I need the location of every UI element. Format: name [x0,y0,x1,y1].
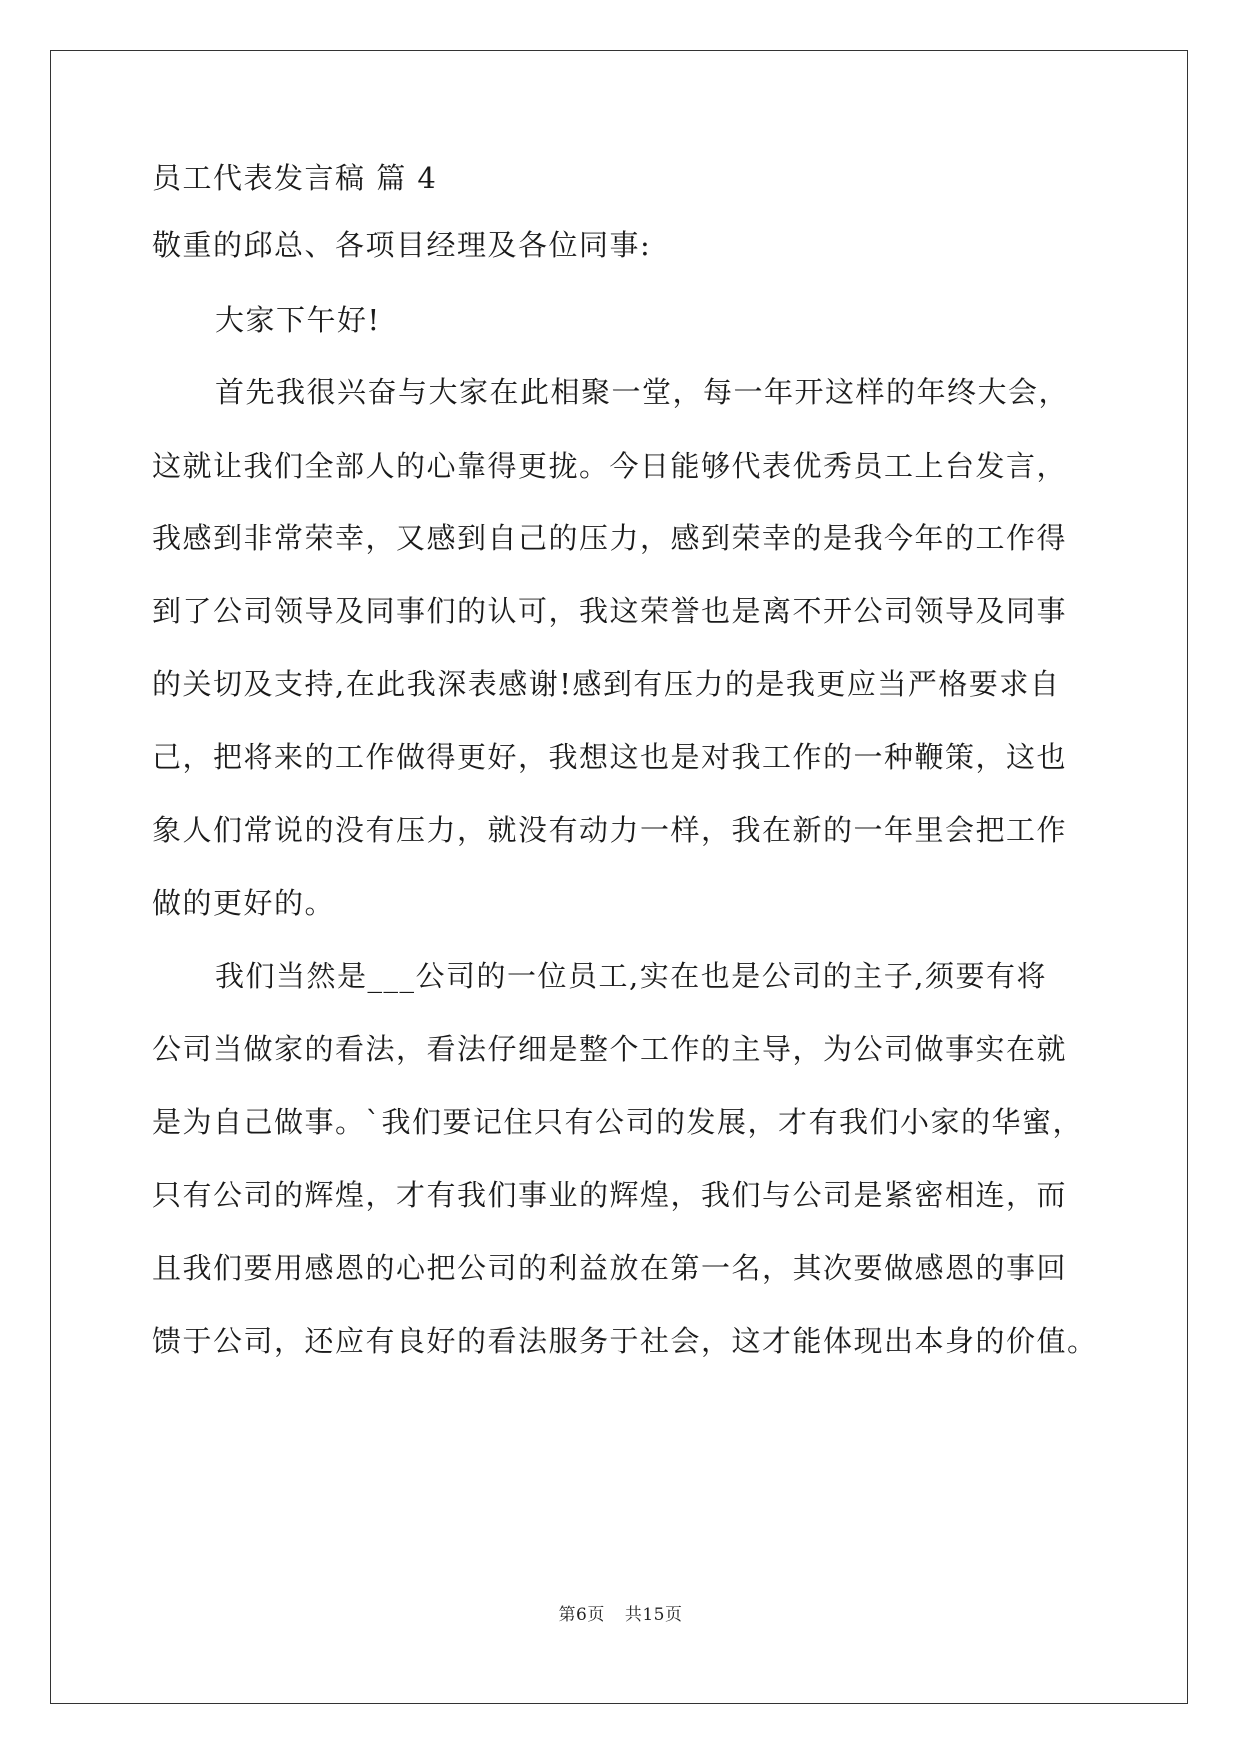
document-heading: 员工代表发言稿 篇 4 [152,161,438,195]
page-border [50,50,1188,1704]
page-number: 第6页 [558,1605,605,1625]
page-total: 共15页 [624,1605,683,1625]
text-line: 是为自己做事。`我们要记住只有公司的发展，才有我们小家的华蜜， [152,1105,1084,1139]
text-line: 象人们常说的没有压力，就没有动力一样，我在新的一年里会把工作 [152,813,1068,847]
text-line: 到了公司领导及同事们的认可，我这荣誉也是离不开公司领导及同事 [152,594,1068,628]
text-line: 馈于公司，还应有良好的看法服务于社会，这才能体现出本身的价值。 [152,1324,1098,1358]
salutation: 敬重的邱总、各项目经理及各位同事: [152,228,652,262]
text-line: 做的更好的。 [152,886,336,920]
text-line: 这就让我们全部人的心靠得更拢。今日能够代表优秀员工上台发言， [152,449,1068,483]
text-line: 我感到非常荣幸，又感到自己的压力，感到荣幸的是我今年的工作得 [152,521,1068,555]
text-line: 己，把将来的工作做得更好，我想这也是对我工作的一种鞭策，这也 [152,740,1068,774]
text-line: 的关切及支持,在此我深表感谢!感到有压力的是我更应当严格要求自 [152,667,1061,701]
text-line: 只有公司的辉煌，才有我们事业的辉煌，我们与公司是紧密相连，而 [152,1178,1068,1212]
text-line: 公司当做家的看法，看法仔细是整个工作的主导，为公司做事实在就 [152,1032,1068,1066]
greeting: 大家下午好! [215,303,381,337]
text-line: 且我们要用感恩的心把公司的利益放在第一名，其次要做感恩的事回 [152,1251,1068,1285]
text-line: 我们当然是___公司的一位员工,实在也是公司的主子,须要有将 [215,959,1047,993]
text-line: 首先我很兴奋与大家在此相聚一堂，每一年开这样的年终大会， [215,375,1070,409]
page-footer [0,1600,1241,1625]
